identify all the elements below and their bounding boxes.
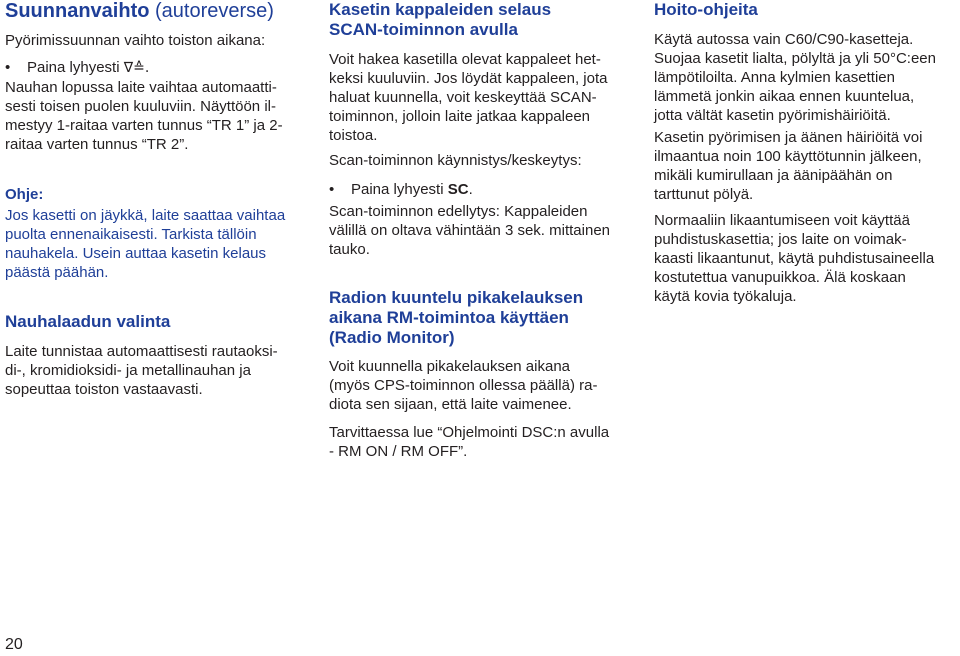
text-line: välillä on oltava vähintään 3 sek. mittainen xyxy=(329,222,611,239)
text-line: diota sen sijaan, että laite vaimenee. xyxy=(329,396,572,413)
text-line: lämmetä jonkin aikaa ennen kuuntelua, xyxy=(654,88,915,105)
heading-radio-monitor xyxy=(329,288,635,348)
reverse-eject-icon: ∇≙. xyxy=(123,60,150,76)
title-autoreverse xyxy=(5,0,305,22)
paragraph-dsc-reference xyxy=(329,423,635,461)
paragraph-care-3 xyxy=(654,211,960,306)
note-paragraph xyxy=(5,206,305,282)
heading-tape-type: Nauhalaadun valinta xyxy=(5,312,171,331)
text-line: puhdistuskasettia; jos laite on voimak- xyxy=(654,231,907,248)
text-line: ilmaantua noin 100 käyttötunnin jälkeen, xyxy=(654,148,922,165)
title-sub: (autoreverse) xyxy=(155,0,274,22)
intro-text: Pyörimissuunnan vaihto toiston aikana: xyxy=(5,32,266,49)
text-line: Nauhan lopussa laite vaihtaa automaatti- xyxy=(5,79,277,96)
text-line: Kasetin pyörimisen ja äänen häiriöitä voi xyxy=(654,129,923,146)
bullet-mark: • xyxy=(5,59,11,76)
text-line: Tarvittaessa lue “Ohjelmointi DSC:n avulla xyxy=(329,424,610,441)
text-line: Käytä autossa vain C60/C90-kasetteja. xyxy=(654,31,914,48)
bullet-text: Paina lyhyesti xyxy=(27,59,120,76)
text-line: haluat kuunnella, voit keskeyttää SCAN- xyxy=(329,89,597,106)
text-line: toiminnon, jolloin laite jatkaa kappaleen xyxy=(329,108,591,125)
text-line: nauhakela. Usein auttaa kasetin kelaus xyxy=(5,245,267,262)
scan-start-stop-text: Scan-toiminnon käynnistys/keskeytys: xyxy=(329,152,582,169)
text-line: toistoa. xyxy=(329,127,378,144)
text-line: jotta vältät kasetin pyörimishäiriöitä. xyxy=(654,107,891,124)
heading-care: Hoito-ohjeita xyxy=(654,0,758,19)
text-line: keksi kuuluviin. Jos löydät kappaleen, jota xyxy=(329,70,608,87)
paragraph-autoreverse xyxy=(5,78,305,154)
heading-line: Kasetin kappaleiden selaus xyxy=(329,0,552,19)
text-line: Jos kasetti on jäykkä, laite saattaa vaihtaa xyxy=(5,207,286,224)
text-line: kostutettua vanupuikkoa. Älä koskaan xyxy=(654,269,906,286)
text-line: Voit kuunnella pikakelauksen aikana xyxy=(329,358,571,375)
text-line: puolta ennenaikaisesti. Tarkista tällöin xyxy=(5,226,257,243)
heading-line: Radion kuuntelu pikakelauksen xyxy=(329,288,584,307)
text-line: mestyy 1-raitaa varten tunnus “TR 1” ja 2- xyxy=(5,117,283,134)
paragraph-scan-requirement xyxy=(329,202,635,259)
paragraph-care-2 xyxy=(654,128,960,204)
text-line: käytä kovia työkaluja. xyxy=(654,288,797,305)
page-number: 20 xyxy=(5,636,23,653)
text-line: tarttunut pölyä. xyxy=(654,186,754,203)
bullet-mark: • xyxy=(329,181,335,198)
paragraph-care-1 xyxy=(654,30,960,125)
text-line: raitaa varten tunnus “TR 2”. xyxy=(5,136,189,153)
text-line: di-, kromidioksidi- ja metallinauhan ja xyxy=(5,362,251,379)
text-line: sopeuttaa toiston vastaavasti. xyxy=(5,381,203,398)
title-main: Suunnanvaihto xyxy=(5,0,150,22)
paragraph-scan xyxy=(329,50,635,145)
heading-scan xyxy=(329,0,635,40)
bullet-end: . xyxy=(468,181,473,198)
text-line: (myös CPS-toiminnon ollessa päällä) ra- xyxy=(329,377,598,394)
paragraph-radio-monitor xyxy=(329,357,635,414)
text-line: päästä päähän. xyxy=(5,264,109,281)
text-line: mikäli kumirullaan ja äänipäähän on xyxy=(654,167,893,184)
text-line: Suojaa kasetit lialta, pölyltä ja yli 50°C:een xyxy=(654,50,936,67)
heading-line: SCAN-toiminnon avulla xyxy=(329,20,518,39)
note-title: Ohje: xyxy=(5,186,44,203)
text-line: Scan-toiminnon edellytys: Kappaleiden xyxy=(329,203,588,220)
bullet-item xyxy=(5,58,327,78)
text-line: Voit hakea kasetilla olevat kappaleet het- xyxy=(329,51,601,68)
heading-line: aikana RM-toimintoa käyttäen xyxy=(329,308,569,327)
text-line: tauko. xyxy=(329,241,370,258)
text-line: - RM ON / RM OFF”. xyxy=(329,443,468,460)
paragraph-tape-type xyxy=(5,342,305,399)
bullet-item xyxy=(329,180,657,199)
sc-key-label: SC xyxy=(447,181,469,198)
text-line: Normaaliin likaantumiseen voit käyttää xyxy=(654,212,910,229)
text-line: kaasti likaantunut, käytä puhdistusaineella xyxy=(654,250,935,267)
text-line: Laite tunnistaa automaattisesti rautaoksi- xyxy=(5,343,278,360)
bullet-text: Paina lyhyesti xyxy=(351,181,444,198)
text-line: lämpötiloilta. Anna kylmien kasettien xyxy=(654,69,895,86)
heading-line: (Radio Monitor) xyxy=(329,328,455,347)
text-line: sesti toisen puolen kuuluviin. Näyttöön il- xyxy=(5,98,276,115)
